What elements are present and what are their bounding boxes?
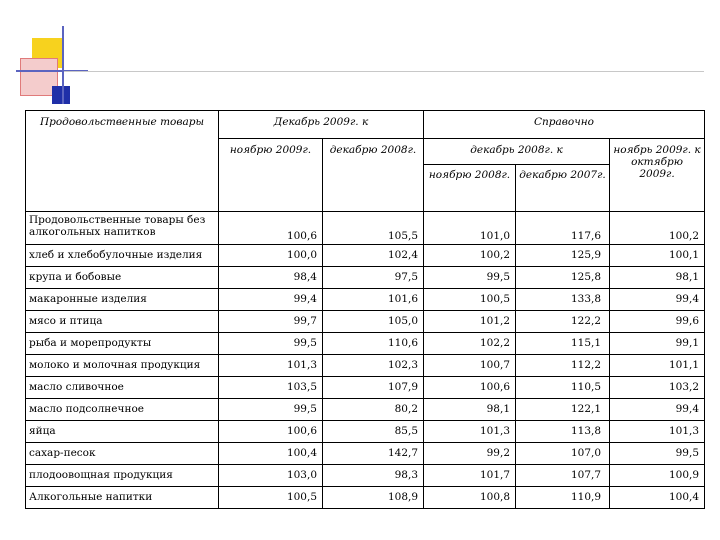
table-row bbox=[26, 267, 705, 289]
header-dec2008: декабрю 2008г. bbox=[323, 139, 424, 212]
logo bbox=[0, 0, 120, 110]
cell-value: 102,2 bbox=[424, 333, 516, 355]
cell-value: 101,0 bbox=[424, 212, 516, 245]
row-name: масло сливочное bbox=[26, 377, 219, 399]
table-row bbox=[26, 487, 705, 509]
cell-value: 99,4 bbox=[610, 399, 705, 421]
cell-value: 100,7 bbox=[424, 355, 516, 377]
cell-value: 101,3 bbox=[219, 355, 323, 377]
cell-value: 100,8 bbox=[424, 487, 516, 509]
cell-value: 99,2 bbox=[424, 443, 516, 465]
logo-blue-square bbox=[52, 86, 70, 104]
logo-vertical-line bbox=[62, 26, 64, 104]
table-row bbox=[26, 245, 705, 267]
cell-value: 100,4 bbox=[219, 443, 323, 465]
cell-value: 122,2 bbox=[516, 311, 610, 333]
cell-value: 101,3 bbox=[424, 421, 516, 443]
cell-value: 99,7 bbox=[219, 311, 323, 333]
cell-value: 101,6 bbox=[323, 289, 424, 311]
cell-value: 101,2 bbox=[424, 311, 516, 333]
cell-value: 107,0 bbox=[516, 443, 610, 465]
table-row bbox=[26, 377, 705, 399]
cell-value: 103,0 bbox=[219, 465, 323, 487]
row-name: плодоовощная продукция bbox=[26, 465, 219, 487]
header-nov2008: ноябрю 2008г. bbox=[424, 165, 516, 212]
cell-value: 110,6 bbox=[323, 333, 424, 355]
row-name: сахар-песок bbox=[26, 443, 219, 465]
cell-value: 99,4 bbox=[219, 289, 323, 311]
table-row bbox=[26, 289, 705, 311]
cell-value: 110,9 bbox=[516, 487, 610, 509]
table-row bbox=[26, 212, 705, 245]
cell-value: 85,5 bbox=[323, 421, 424, 443]
table-row bbox=[26, 311, 705, 333]
cell-value: 108,9 bbox=[323, 487, 424, 509]
cell-value: 101,1 bbox=[610, 355, 705, 377]
table-row bbox=[26, 333, 705, 355]
row-name: яйца bbox=[26, 421, 219, 443]
cell-value: 100,5 bbox=[219, 487, 323, 509]
cell-value: 100,0 bbox=[219, 245, 323, 267]
header-dec2007: декабрю 2007г. bbox=[516, 165, 610, 212]
table-row bbox=[26, 399, 705, 421]
cell-value: 117,6 bbox=[516, 212, 610, 245]
cell-value: 102,4 bbox=[323, 245, 424, 267]
header-subgroup-dec2008: декабрь 2008г. к bbox=[424, 139, 610, 165]
row-name: мясо и птица bbox=[26, 311, 219, 333]
cell-value: 99,4 bbox=[610, 289, 705, 311]
cell-value: 125,8 bbox=[516, 267, 610, 289]
cell-value: 142,7 bbox=[323, 443, 424, 465]
cell-value: 101,7 bbox=[424, 465, 516, 487]
cell-value: 100,5 bbox=[424, 289, 516, 311]
row-name: хлеб и хлебобулочные изделия bbox=[26, 245, 219, 267]
cell-value: 105,5 bbox=[323, 212, 424, 245]
cell-value: 99,5 bbox=[219, 333, 323, 355]
table-header bbox=[26, 111, 705, 212]
cell-value: 100,9 bbox=[610, 465, 705, 487]
table-row bbox=[26, 355, 705, 377]
cell-value: 100,6 bbox=[219, 421, 323, 443]
cell-value: 80,2 bbox=[323, 399, 424, 421]
cell-value: 133,8 bbox=[516, 289, 610, 311]
row-name: молоко и молочная продукция bbox=[26, 355, 219, 377]
cell-value: 98,1 bbox=[610, 267, 705, 289]
header-group-dec2009: Декабрь 2009г. к bbox=[219, 111, 424, 139]
cell-value: 115,1 bbox=[516, 333, 610, 355]
cell-value: 99,6 bbox=[610, 311, 705, 333]
cell-value: 107,9 bbox=[323, 377, 424, 399]
row-name: масло подсолнечное bbox=[26, 399, 219, 421]
row-name: Алкогольные напитки bbox=[26, 487, 219, 509]
cell-value: 113,8 bbox=[516, 421, 610, 443]
cell-value: 99,5 bbox=[219, 399, 323, 421]
cell-value: 112,2 bbox=[516, 355, 610, 377]
cell-value: 100,6 bbox=[219, 212, 323, 245]
cell-value: 101,3 bbox=[610, 421, 705, 443]
table-row bbox=[26, 465, 705, 487]
cell-value: 100,1 bbox=[610, 245, 705, 267]
cell-value: 99,5 bbox=[610, 443, 705, 465]
cell-value: 100,4 bbox=[610, 487, 705, 509]
table-row bbox=[26, 421, 705, 443]
cell-value: 125,9 bbox=[516, 245, 610, 267]
header-product: Продовольственные товары bbox=[26, 111, 219, 212]
row-name: рыба и морепродукты bbox=[26, 333, 219, 355]
table-row bbox=[26, 443, 705, 465]
price-index-table bbox=[25, 110, 705, 509]
cell-value: 122,1 bbox=[516, 399, 610, 421]
cell-value: 97,5 bbox=[323, 267, 424, 289]
cell-value: 98,3 bbox=[323, 465, 424, 487]
cell-value: 107,7 bbox=[516, 465, 610, 487]
row-name: крупа и бобовые bbox=[26, 267, 219, 289]
cell-value: 102,3 bbox=[323, 355, 424, 377]
cell-value: 98,4 bbox=[219, 267, 323, 289]
cell-value: 100,2 bbox=[424, 245, 516, 267]
row-name: макаронные изделия bbox=[26, 289, 219, 311]
header-nov2009: ноябрю 2009г. bbox=[219, 139, 323, 212]
header-nov2009-oct: ноябрь 2009г. к октябрю 2009г. bbox=[610, 139, 705, 212]
cell-value: 99,5 bbox=[424, 267, 516, 289]
cell-value: 105,0 bbox=[323, 311, 424, 333]
cell-value: 110,5 bbox=[516, 377, 610, 399]
header-rule bbox=[64, 71, 704, 72]
cell-value: 100,2 bbox=[610, 212, 705, 245]
table-body bbox=[26, 212, 705, 509]
cell-value: 99,1 bbox=[610, 333, 705, 355]
cell-value: 100,6 bbox=[424, 377, 516, 399]
row-name: Продовольственные товары без алкогольных напитков bbox=[26, 212, 219, 245]
cell-value: 98,1 bbox=[424, 399, 516, 421]
header-group-reference: Справочно bbox=[424, 111, 705, 139]
cell-value: 103,2 bbox=[610, 377, 705, 399]
cell-value: 103,5 bbox=[219, 377, 323, 399]
